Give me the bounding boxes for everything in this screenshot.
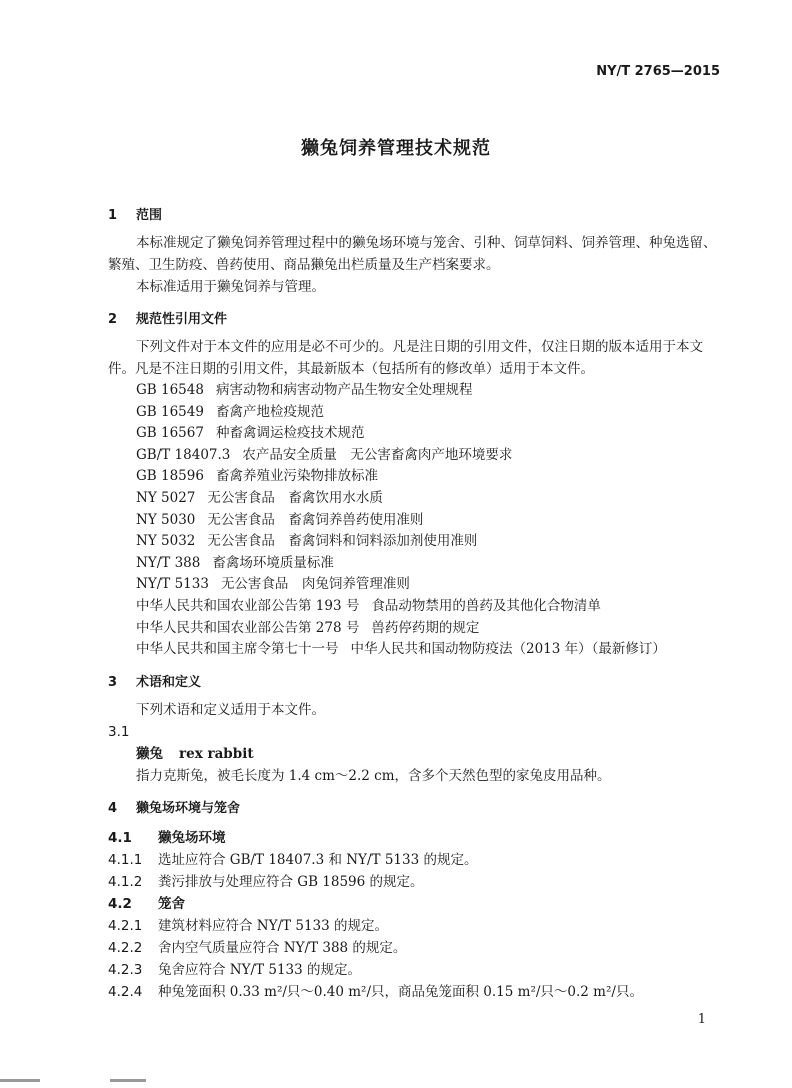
term-english: rex rabbit bbox=[179, 745, 254, 762]
clause-4-2-3: 4.2.3 兔舍应符合 NY/T 5133 的规定。 bbox=[108, 961, 362, 978]
reference-title: 畜禽产地检疫规范 bbox=[215, 403, 324, 420]
reference-item bbox=[108, 618, 720, 640]
section-number: 4 bbox=[108, 800, 118, 816]
reference-code: GB/T 18407.3 bbox=[136, 446, 231, 463]
section-4-heading bbox=[108, 797, 720, 821]
section-number: 2 bbox=[108, 312, 118, 327]
reference-item bbox=[108, 510, 720, 532]
reference-item bbox=[108, 596, 720, 618]
section-title: 规范性引用文件 bbox=[136, 312, 228, 327]
terms-intro: 下列术语和定义适用于本文件。 bbox=[136, 701, 325, 718]
scope-paragraph: 本标准规定了獭兔饲养管理过程中的獭兔场环境与笼舍、引种、饲草饲料、饲养管理、种兔选留、繁殖、卫生防疫、兽药使用、商品獭兔出栏质量及生产档案要求。 bbox=[108, 235, 717, 273]
reference-title: 无公害食品 肉兔饲养管理准则 bbox=[220, 576, 410, 593]
scope-applicability: 本标准适用于獭兔饲养与管理。 bbox=[136, 279, 325, 295]
reference-code: GB 16549 bbox=[136, 403, 204, 420]
reference-item bbox=[108, 531, 720, 553]
reference-code: GB 16567 bbox=[136, 425, 204, 442]
clause-4-2-1: 4.2.1 建筑材料应符合 NY/T 5133 的规定。 bbox=[108, 917, 389, 934]
reference-code: NY/T 388 bbox=[136, 554, 201, 571]
reference-item bbox=[108, 380, 720, 402]
standard-number: NY/T 2765—2015 bbox=[596, 64, 720, 79]
section-number: 3 bbox=[108, 674, 118, 690]
reference-title: 中华人民共和国动物防疫法（2013 年）（最新修订） bbox=[350, 641, 666, 658]
term-number: 3.1 bbox=[108, 723, 130, 740]
reference-item bbox=[108, 466, 720, 488]
reference-title: 畜禽场环境质量标准 bbox=[212, 554, 334, 571]
references-intro: 下列文件对于本文件的应用是必不可少的。凡是注日期的引用文件，仅注日期的版本适用于本文件。凡是不注日期的引用文件，其最新版本（包括所有的修改单）适用于本文件。 bbox=[108, 339, 703, 377]
reference-title: 无公害食品 畜禽饲料和饲料添加剂使用准则 bbox=[207, 533, 478, 550]
section-title: 术语和定义 bbox=[136, 674, 202, 690]
section-2-heading bbox=[108, 308, 720, 332]
reference-item bbox=[108, 423, 720, 445]
section-title: 獭兔场环境与笼舍 bbox=[136, 800, 241, 816]
subsection-4-2: 4.2 笼舍 bbox=[108, 895, 185, 912]
reference-title: 农产品安全质量 无公害畜禽肉产地环境要求 bbox=[242, 446, 513, 463]
clause-4-1-1: 4.1.1 选址应符合 GB/T 18407.3 和 NY/T 5133 的规定。 bbox=[108, 851, 478, 868]
reference-title: 种畜禽调运检疫技术规范 bbox=[215, 425, 365, 442]
clause-4-2-2: 4.2.2 舍内空气质量应符合 NY/T 388 的规定。 bbox=[108, 939, 407, 956]
reference-item bbox=[108, 402, 720, 424]
footer-divider bbox=[110, 1079, 146, 1082]
section-number: 1 bbox=[108, 208, 118, 223]
term-definition: 指力克斯兔，被毛长度为 1.4 cm～2.2 cm，含多个天然色型的家兔皮用品种。 bbox=[136, 767, 611, 784]
section-3-heading bbox=[108, 671, 720, 695]
term-entry bbox=[108, 743, 720, 765]
clause-4-1-2: 4.1.2 粪污排放与处理应符合 GB 18596 的规定。 bbox=[108, 873, 424, 890]
reference-code: 中华人民共和国农业部公告第 278 号 bbox=[136, 619, 360, 636]
reference-code: 中华人民共和国主席令第七十一号 bbox=[136, 641, 339, 658]
reference-item bbox=[108, 574, 720, 596]
document-title: 獭兔饲养管理技术规范 bbox=[301, 138, 491, 159]
term-chinese: 獭兔 bbox=[136, 745, 163, 762]
section-title: 范围 bbox=[136, 208, 163, 223]
reference-title: 无公害食品 畜禽饲养兽药使用准则 bbox=[207, 511, 424, 528]
section-1-heading bbox=[108, 204, 720, 228]
reference-title: 兽药停药期的规定 bbox=[371, 619, 480, 636]
document-body bbox=[108, 194, 720, 1003]
clause-4-2-4: 4.2.4 种兔笼面积 0.33 m²/只～0.40 m²/只，商品兔笼面积 0.15 m²/只～0.2 m²/只。 bbox=[108, 983, 643, 1000]
reference-list bbox=[108, 380, 720, 661]
reference-title: 无公害食品 畜禽饮用水水质 bbox=[207, 489, 383, 506]
reference-item bbox=[108, 445, 720, 467]
reference-item bbox=[108, 488, 720, 510]
reference-title: 病害动物和病害动物产品生物安全处理规程 bbox=[215, 382, 473, 398]
reference-code: NY 5027 bbox=[136, 489, 196, 506]
footer-divider bbox=[0, 1079, 40, 1082]
reference-item bbox=[108, 639, 720, 661]
reference-item bbox=[108, 553, 720, 575]
reference-title: 畜禽养殖业污染物排放标准 bbox=[215, 468, 378, 485]
reference-code: NY 5032 bbox=[136, 533, 196, 550]
reference-title: 食品动物禁用的兽药及其他化合物清单 bbox=[371, 597, 601, 614]
reference-code: GB 18596 bbox=[136, 468, 204, 485]
reference-code: NY 5030 bbox=[136, 511, 196, 528]
page-number: 1 bbox=[697, 1012, 706, 1027]
reference-code: 中华人民共和国农业部公告第 193 号 bbox=[136, 597, 360, 614]
reference-code: NY/T 5133 bbox=[136, 576, 209, 593]
reference-code: GB 16548 bbox=[136, 382, 204, 398]
subsection-4-1: 4.1 獭兔场环境 bbox=[108, 829, 226, 846]
